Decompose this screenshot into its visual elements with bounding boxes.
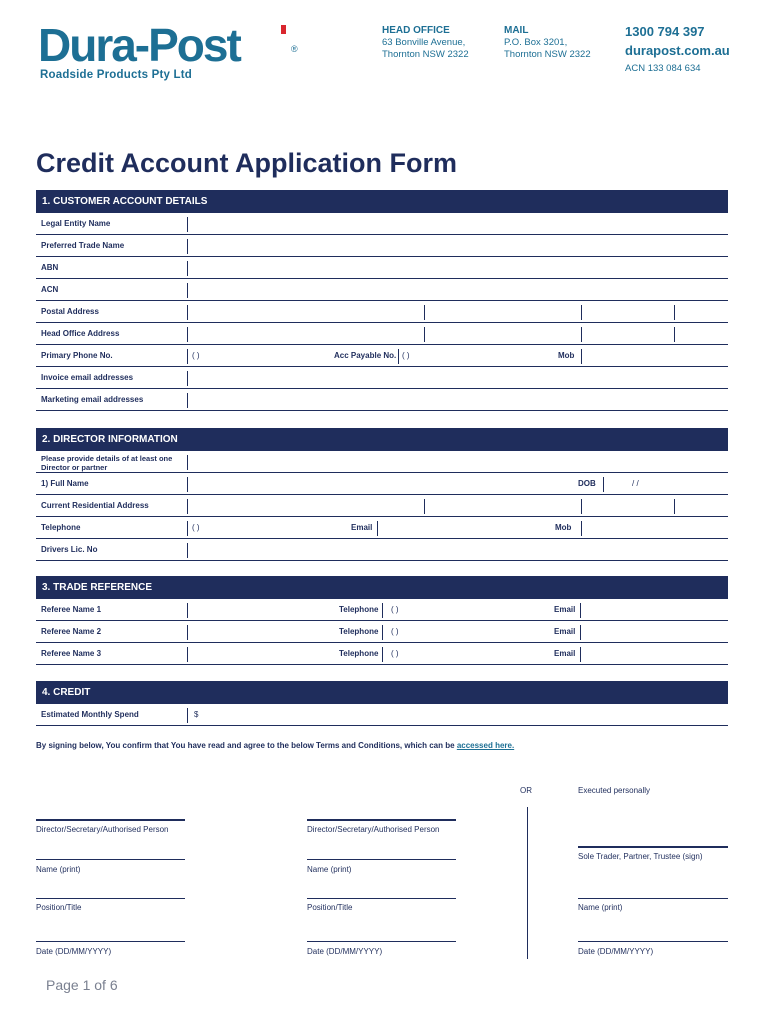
section4-heading: 4. CREDIT [36, 681, 728, 704]
row-legal-entity [36, 213, 728, 235]
referee-2-email-field[interactable] [582, 621, 728, 642]
legal-entity-field[interactable] [189, 213, 728, 234]
row-drivers-licence [36, 539, 728, 561]
referee-1-name-field[interactable] [189, 599, 334, 620]
divider [581, 521, 582, 536]
section1-heading: 1. CUSTOMER ACCOUNT DETAILS [36, 190, 728, 213]
signature-separator [527, 807, 528, 959]
divider [382, 603, 383, 618]
label-director-2: Director/Secretary/Authorised Person [307, 825, 440, 834]
referee-1-email-field[interactable] [582, 599, 728, 620]
label-date-2: Date (DD/MM/YYYY) [307, 947, 383, 956]
label-sole-trader: Sole Trader, Partner, Trustee (sign) [578, 852, 703, 861]
row-acn [36, 279, 728, 301]
label-date-1: Date (DD/MM/YYYY) [36, 947, 112, 956]
label-referee-email: Email [554, 605, 576, 614]
director-email-field[interactable] [379, 517, 549, 538]
label-referee-3: Referee Name 3 [41, 649, 102, 658]
name-line-1[interactable] [36, 859, 185, 860]
row-referee-3 [36, 643, 728, 665]
divider [187, 327, 188, 342]
divider [187, 708, 188, 723]
durapost-logo [38, 19, 308, 88]
referee-phone-parens: ( ) [391, 649, 399, 658]
position-line-1[interactable] [36, 898, 185, 899]
divider [187, 305, 188, 320]
row-monthly-spend [36, 704, 728, 726]
label-acc-payable: Acc Payable No. [334, 351, 397, 360]
label-name-print-2: Name (print) [307, 865, 352, 874]
label-postal-address: Postal Address [41, 307, 99, 316]
row-trade-name [36, 235, 728, 257]
name-line-3[interactable] [578, 898, 728, 899]
label-referee-email: Email [554, 627, 576, 636]
row-invoice-email [36, 367, 728, 389]
divider [187, 647, 188, 662]
signature-line-sole-trader[interactable] [578, 846, 728, 848]
label-position-1: Position/Title [36, 903, 82, 912]
logo-wordmark: Dura-Post [38, 19, 240, 71]
divider [187, 625, 188, 640]
row-marketing-email [36, 389, 728, 411]
divider [187, 239, 188, 254]
row-referee-2 [36, 621, 728, 643]
mail-label: MAIL [504, 25, 529, 36]
divider [187, 543, 188, 558]
mail-line1: P.O. Box 3201, [504, 37, 568, 48]
referee-1-telephone-field[interactable] [416, 599, 546, 620]
divider [377, 521, 378, 536]
referee-3-telephone-field[interactable] [416, 643, 546, 664]
label-monthly-spend: Estimated Monthly Spend [41, 710, 139, 719]
trade-name-field[interactable] [189, 235, 728, 256]
label-mob: Mob [558, 351, 575, 360]
divider [187, 455, 188, 470]
divider [580, 603, 581, 618]
label-referee-2: Referee Name 2 [41, 627, 102, 636]
label-drivers-licence: Drivers Lic. No [41, 545, 98, 554]
row-referee-1 [36, 599, 728, 621]
divider [398, 349, 399, 364]
dob-separators: / / [632, 479, 639, 488]
divider [187, 393, 188, 408]
dob-field[interactable] [605, 473, 728, 494]
row-primary-phone [36, 345, 728, 367]
acc-payable-field[interactable] [426, 345, 551, 366]
head-office-label: HEAD OFFICE [382, 25, 450, 36]
director-telephone-field[interactable] [216, 517, 341, 538]
row-residential-address [36, 495, 728, 517]
label-director-1: Director/Secretary/Authorised Person [36, 825, 169, 834]
divider [580, 625, 581, 640]
signature-line-director-1[interactable] [36, 819, 185, 821]
referee-3-email-field[interactable] [582, 643, 728, 664]
label-head-office-address: Head Office Address [41, 329, 120, 338]
monthly-spend-field[interactable] [202, 704, 728, 725]
divider [382, 647, 383, 662]
divider [581, 349, 582, 364]
divider [187, 477, 188, 492]
row-head-office-address [36, 323, 728, 345]
mail-block [504, 25, 591, 61]
primary-phone-field[interactable] [216, 345, 326, 366]
row-full-name [36, 473, 728, 495]
phone-number: 1300 794 397 [625, 24, 705, 39]
logo-red-flag-icon [281, 25, 286, 34]
name-line-2[interactable] [307, 859, 456, 860]
label-full-name: 1) Full Name [41, 479, 89, 488]
label-referee-telephone: Telephone [339, 605, 379, 614]
logo-subtitle: Roadside Products Pty Ltd [40, 69, 192, 81]
referee-3-name-field[interactable] [189, 643, 334, 664]
section3-heading: 3. TRADE REFERENCE [36, 576, 728, 599]
label-telephone: Telephone [41, 523, 81, 532]
date-line-3[interactable] [578, 941, 728, 942]
divider [382, 625, 383, 640]
terms-statement: By signing below, You confirm that You have read and agree to the below Terms and Conditions, which can be [36, 741, 457, 750]
label-abn: ABN [41, 263, 59, 272]
label-referee-telephone: Telephone [339, 627, 379, 636]
label-date-3: Date (DD/MM/YYYY) [578, 947, 654, 956]
section2-heading: 2. DIRECTOR INFORMATION [36, 428, 728, 451]
drivers-licence-field[interactable] [189, 539, 728, 560]
divider [187, 217, 188, 232]
director-note: Please provide details of at least one Director or partner [41, 454, 173, 472]
label-residential-address: Current Residential Address [41, 501, 149, 510]
row-director-telephone [36, 517, 728, 539]
page-title: Credit Account Application Form [36, 148, 458, 178]
head-office-block [382, 25, 469, 61]
divider [187, 499, 188, 514]
head-office-line2: Thornton NSW 2322 [382, 49, 469, 60]
divider [187, 521, 188, 536]
or-label: OR [520, 786, 532, 795]
marketing-email-field[interactable] [189, 389, 728, 410]
label-referee-1: Referee Name 1 [41, 605, 102, 614]
label-trade-name: Preferred Trade Name [41, 241, 125, 250]
label-legal-entity: Legal Entity Name [41, 219, 111, 228]
referee-2-name-field[interactable] [189, 621, 334, 642]
mail-line2: Thornton NSW 2322 [504, 49, 591, 60]
date-line-1[interactable] [36, 941, 185, 942]
divider [187, 349, 188, 364]
label-name-print-1: Name (print) [36, 865, 81, 874]
label-marketing-email: Marketing email addresses [41, 395, 144, 404]
terms-text [36, 741, 514, 750]
referee-2-telephone-field[interactable] [416, 621, 546, 642]
postal-address-field[interactable] [189, 301, 728, 322]
terms-link[interactable]: accessed here. [456, 741, 515, 750]
head-office-address-field[interactable] [189, 323, 728, 344]
registered-mark: ® [291, 44, 298, 54]
telephone-parens: ( ) [192, 523, 200, 532]
mobile-field[interactable] [583, 345, 728, 366]
divider [187, 283, 188, 298]
divider [187, 603, 188, 618]
residential-address-field[interactable] [189, 495, 728, 516]
website-link[interactable]: durapost.com.au [625, 43, 730, 58]
label-name-print-3: Name (print) [578, 903, 623, 912]
label-email: Email [351, 523, 373, 532]
acn-field[interactable] [189, 279, 728, 300]
label-invoice-email: Invoice email addresses [41, 373, 134, 382]
page-number: Page 1 of 6 [46, 977, 118, 993]
divider [603, 477, 604, 492]
director-mobile-field[interactable] [583, 517, 728, 538]
row-postal-address [36, 301, 728, 323]
invoice-email-field[interactable] [189, 367, 728, 388]
phone-parens: ( ) [192, 351, 200, 360]
label-primary-phone: Primary Phone No. [41, 351, 113, 360]
head-office-line1: 63 Bonville Avenue, [382, 37, 466, 48]
row-abn [36, 257, 728, 279]
acc-payable-parens: ( ) [402, 351, 410, 360]
date-line-2[interactable] [307, 941, 456, 942]
referee-phone-parens: ( ) [391, 627, 399, 636]
divider [187, 261, 188, 276]
row-director-note [36, 451, 728, 473]
company-acn: ACN 133 084 634 [625, 63, 701, 74]
position-line-2[interactable] [307, 898, 456, 899]
referee-phone-parens: ( ) [391, 605, 399, 614]
abn-field[interactable] [189, 257, 728, 278]
label-mob: Mob [555, 523, 572, 532]
executed-personally-label: Executed personally [578, 786, 651, 795]
label-referee-email: Email [554, 649, 576, 658]
signature-line-director-2[interactable] [307, 819, 456, 821]
label-acn: ACN [41, 285, 59, 294]
label-referee-telephone: Telephone [339, 649, 379, 658]
divider [187, 371, 188, 386]
full-name-field[interactable] [189, 473, 569, 494]
label-dob: DOB [578, 479, 596, 488]
currency-symbol: $ [194, 710, 199, 719]
label-position-2: Position/Title [307, 903, 353, 912]
divider [580, 647, 581, 662]
